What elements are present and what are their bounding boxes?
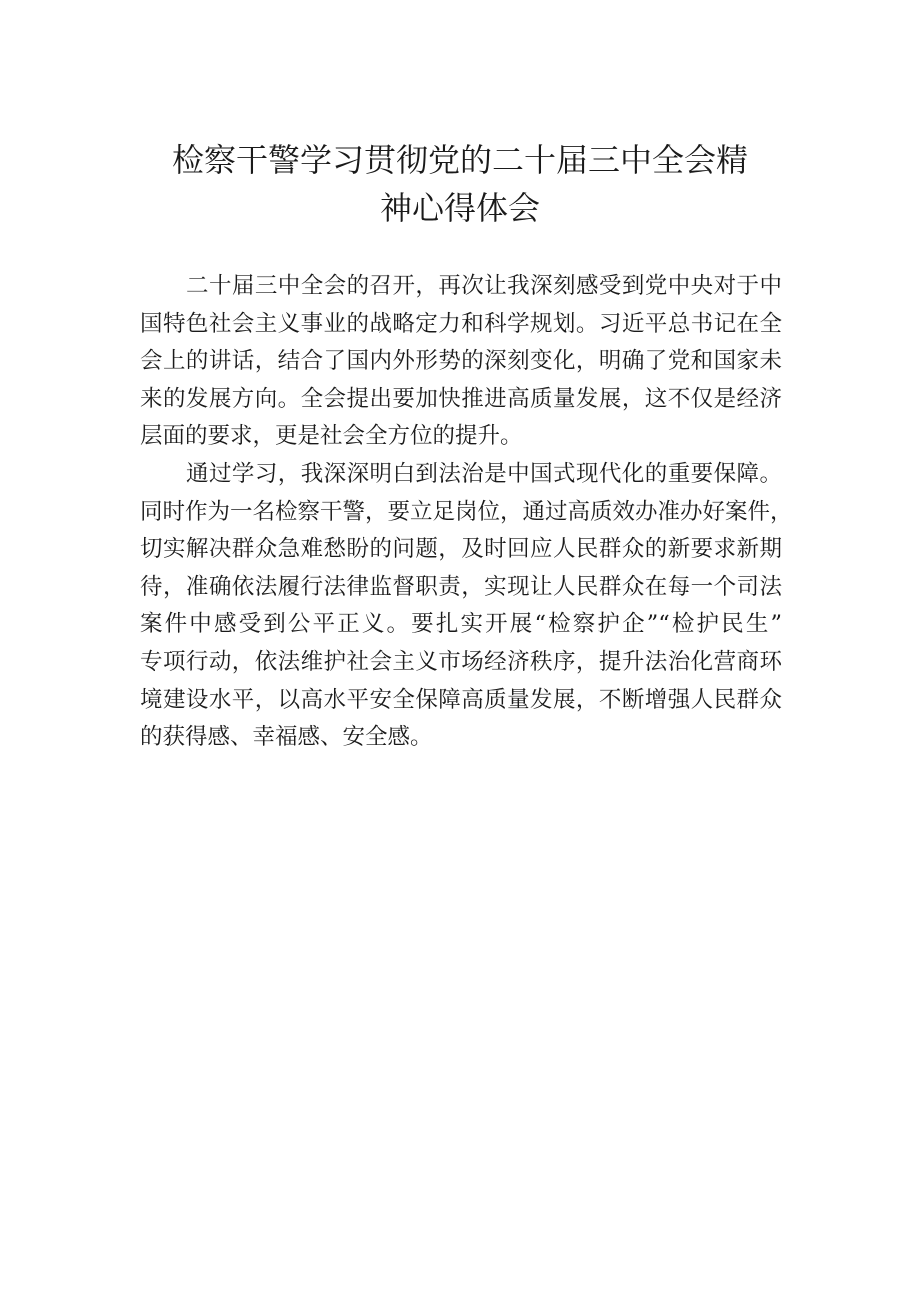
paragraph-line: 的获得感、幸福感、安全感。	[140, 724, 433, 751]
paragraph-line: 案件中感受到公平正义。要扎实开展“检察护企”“检护民生”	[140, 611, 782, 638]
paragraph-line: 专项行动，依法维护社会主义市场经济秩序，提升法治化营商环	[140, 648, 782, 675]
title-line-1: 检察干警学习贯彻党的二十届三中全会精	[171, 141, 748, 179]
paragraph-line: 切实解决群众急难愁盼的问题，及时回应人民群众的新要求新期	[140, 536, 782, 563]
paragraph-line: 层面的要求，更是社会全方位的提升。	[140, 423, 523, 450]
document-title	[120, 136, 800, 232]
paragraph-line: 国特色社会主义事业的战略定力和科学规划。习近平总书记在全	[140, 310, 782, 337]
title-line-2: 神心得体会	[379, 189, 540, 227]
paragraph-line: 待，准确依法履行法律监督职责，实现让人民群众在每一个司法	[140, 573, 782, 600]
paragraph-line: 境建设水平，以高水平安全保障高质量发展，不断增强人民群众	[140, 686, 782, 713]
paragraph-line: 二十届三中全会的召开，再次让我深刻感受到党中央对于中	[186, 273, 782, 299]
paragraph-2	[140, 456, 793, 757]
paragraph-line: 来的发展方向。全会提出要加快推进高质量发展，这不仅是经济	[140, 385, 782, 412]
paragraph-line: 同时作为一名检察干警，要立足岗位，通过高质效办准办好案件，	[140, 498, 793, 525]
paragraph-1	[140, 268, 782, 456]
paragraph-line: 通过学习，我深深明白到法治是中国式现代化的重要保障。	[186, 460, 782, 487]
paragraph-line: 会上的讲话，结合了国内外形势的深刻变化，明确了党和国家未	[140, 348, 782, 375]
document-body	[140, 268, 793, 757]
